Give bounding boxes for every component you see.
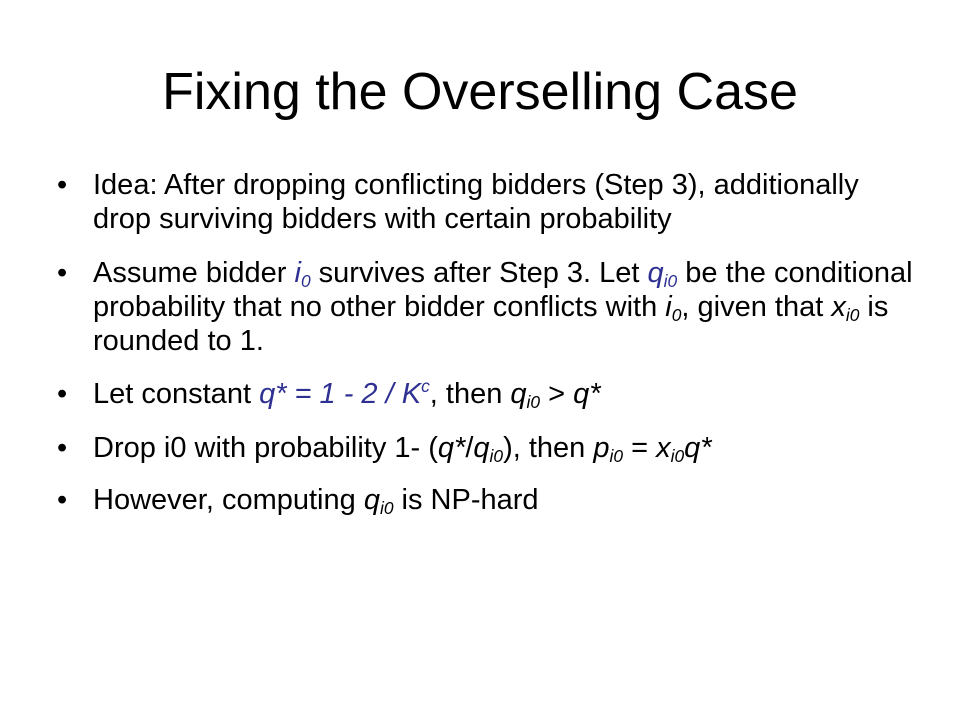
math-var: $q_{i0}$	[647, 257, 678, 291]
text-segment: , then	[429, 378, 511, 410]
math-var: q*	[573, 378, 601, 410]
text-segment: be the conditional probability that no other bidder conflicts with	[93, 257, 913, 323]
math-var: $q_{i0}$	[363, 484, 394, 518]
math-var: $x_{i0}$	[831, 291, 860, 325]
bullet-drop	[55, 431, 915, 465]
math-expr: $q* = 1 - 2 / K^c$	[259, 376, 430, 410]
text-segment: ), then	[503, 432, 594, 464]
math-var: $q_{i0}$	[473, 432, 504, 466]
math-var: q*	[437, 432, 466, 464]
text-segment: survives after Step 3. Let	[310, 257, 648, 289]
math-var: $x_{i0}q*$	[656, 432, 712, 466]
bullet-constant	[55, 377, 915, 411]
bullet-idea	[55, 168, 915, 236]
math-var: $q_{i0}$	[510, 378, 541, 412]
text-segment: is rounded to 1.	[93, 291, 889, 357]
text-segment: Drop i0 with probability 1- (	[93, 432, 438, 464]
math-var: $i_0$	[294, 257, 311, 291]
text-segment: is NP-hard	[393, 484, 539, 516]
text-segment: , given that	[681, 291, 832, 323]
bullet-text: Idea: After dropping conflicting bidders (Step 3), additionally drop surviving bidders with certain probability	[93, 169, 859, 235]
text-segment: However, computing	[93, 484, 364, 516]
text-segment: >	[540, 378, 574, 410]
text-segment: =	[623, 432, 657, 464]
text-segment: Let constant	[93, 378, 260, 410]
bullet-list	[55, 168, 915, 517]
math-var: $i_0$	[665, 291, 682, 325]
bullet-np-hard	[55, 483, 915, 517]
text-segment: Assume bidder	[93, 257, 295, 289]
bullet-assume	[55, 256, 915, 358]
math-var: $p_{i0}$	[593, 432, 624, 466]
text-segment: /	[465, 432, 474, 464]
slide-title: Fixing the Overselling Case	[162, 63, 798, 121]
